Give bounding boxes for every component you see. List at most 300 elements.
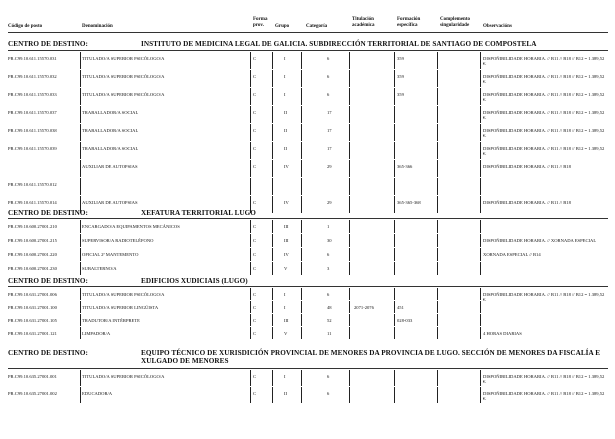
position-denomination: TITULADO/A SUPERIOR PSICÓLOGO/A [82,74,165,79]
section-label: CENTRO DE DESTINO: [8,209,88,217]
column-divider [272,288,273,300]
table-row [0,178,615,196]
column-divider [480,178,481,195]
position-observations: XORNADA ESPECIAL // B14 [483,252,541,257]
section-name: INSTITUTO DE MEDICINA LEGAL DE GALICIA. SUBDIRECCIÓN TERRITORIAL DE SANTIAGO DE COMPOSTELA [141,40,537,48]
position-denomination: TRABALLADOR/A SOCIAL [82,146,139,151]
column-divider [349,262,350,275]
position-group: II [284,391,288,396]
column-divider [80,88,81,105]
column-divider [250,248,251,261]
column-divider [349,124,350,141]
position-forma-prov: C [253,128,257,133]
position-category: 29 [327,164,332,169]
position-denomination: TITULADO/A SUPERIOR PSICÓLOGO/A [82,56,165,61]
position-code: PR.C99.10.611.15570.014 [8,200,57,205]
table-row [0,70,615,88]
table-row [0,288,615,301]
column-divider [437,327,438,339]
position-group: I [284,292,286,297]
column-divider [437,370,438,386]
section-divider [8,286,608,287]
position-code: PR.C99.10.611.15570.012 [8,182,57,187]
column-divider [301,160,302,177]
column-divider [80,70,81,87]
position-group: IV [284,200,289,205]
section-name: XEFATURA TERRITORIAL LUGO [141,209,256,217]
column-divider [80,220,81,233]
position-forma-prov: C [253,56,257,61]
position-category: 6 [327,374,330,379]
position-denomination: TITULADO/A SUPERIOR LINGÜISTA [82,305,159,310]
column-divider [301,142,302,159]
column-divider [349,301,350,313]
column-divider [272,370,273,386]
header-divider [8,32,608,33]
column-divider [480,301,481,313]
column-divider [349,370,350,386]
position-observations: DISPOÑIBILIDADE HORARIA. // B11 // B18 [483,200,571,205]
position-forma-prov: C [253,374,257,379]
column-divider [394,387,395,403]
position-category: 48 [327,305,332,310]
column-divider [301,178,302,195]
column-divider [349,327,350,339]
position-formacion: 359 [397,56,404,61]
column-divider [272,88,273,105]
section-label: CENTRO DE DESTINO: [8,40,88,48]
position-observations: DISPOÑIBILIDADE HORARIA. // B11 // B18 [483,164,571,169]
position-category: 17 [327,146,332,151]
position-group: IV [284,164,289,169]
column-divider [394,288,395,300]
table-row [0,234,615,248]
position-forma-prov: C [253,252,257,257]
position-observations: DISPOÑIBILIDADE HORARIA. // B11 // B18 // B12 = 1.389,52 €. [483,391,605,402]
header-denominacion: Denominación [82,24,113,29]
column-divider [272,327,273,339]
position-category: 52 [327,318,332,323]
header-observaciones: Observacións [483,24,512,29]
column-divider [349,288,350,300]
position-group: II [284,110,288,115]
header-formacion-line2: específica [397,22,418,28]
column-divider [437,88,438,105]
position-category: 6 [327,92,330,97]
position-group: I [284,74,286,79]
table-row [0,327,615,340]
position-forma-prov: C [253,200,257,205]
position-code: PR.C99.10.611.15570.037 [8,110,57,115]
position-category: 6 [327,292,330,297]
column-divider [349,160,350,177]
position-observations: 4 HORAS DIARIAS [483,331,522,336]
column-divider [349,314,350,326]
position-code: PR.C99.10.611.15570.031 [8,56,57,61]
position-denomination: TRABALLADOR/A SOCIAL [82,128,139,133]
position-category: 6 [327,56,330,61]
header-complemento [440,17,470,28]
column-divider [394,106,395,123]
position-group: III [284,238,289,243]
position-forma-prov: C [253,164,257,169]
section-label: CENTRO DE DESTINO: [8,277,88,285]
column-divider [272,301,273,313]
position-code: PR.C99.10.635.27001.002 [8,391,57,396]
position-observations: DISPOÑIBILIDADE HORARIA. // B11 // B18 // B12 = 1.389,52 €. [483,292,605,303]
position-denomination: TRABALLADOR/A SOCIAL [82,110,139,115]
column-divider [437,178,438,195]
column-divider [250,234,251,247]
position-category: 6 [327,391,330,396]
column-divider [80,301,81,313]
column-divider [480,220,481,233]
section-name: EQUIPO TÉCNICO DE XURISDICIÓN PROVINCIAL DE MENORES DA PROVINCIA DE LUGO. SECCIÓN DE MENORES DA FISCALÍA E XULGADO DE MENORES [141,349,601,365]
header-formacion [397,17,420,28]
position-category: 3 [327,266,330,271]
column-divider [394,234,395,247]
header-formacion-line1: Formación [397,17,421,22]
column-divider [394,327,395,339]
column-divider [250,327,251,339]
position-observations: DISPOÑIBILIDADE HORARIA. // B11 // B18 // B12 = 1.389,52 €. [483,110,605,121]
column-divider [272,52,273,69]
column-divider [394,262,395,275]
position-group: V [284,266,288,271]
section-divider [8,218,608,219]
column-divider [301,262,302,275]
position-forma-prov: C [253,92,257,97]
column-divider [394,220,395,233]
position-code: PR.C99.10.600.27001.215 [8,238,57,243]
column-divider [349,220,350,233]
table-row [0,314,615,327]
position-group: II [284,146,288,151]
column-divider [349,387,350,403]
position-denomination: SUPERVISOR/A RADIOTELÉFONO [82,238,154,243]
column-divider [250,178,251,195]
position-group: III [284,224,289,229]
column-divider [250,370,251,386]
position-denomination: TITULADO/A SUPERIOR PSICÓLOGO/A [82,292,165,297]
column-divider [250,88,251,105]
position-code: PR.C99.10.600.27001.220 [8,252,57,257]
table-row [0,124,615,142]
column-divider [272,262,273,275]
position-observations: DISPOÑIBILIDADE HORARIA. // B11 // B18 // B12 = 1.389,52 €. [483,56,605,67]
table-row [0,160,615,178]
column-divider [80,142,81,159]
position-category: 6 [327,74,330,79]
position-code: PR.C99.10.611.15570.038 [8,128,57,133]
column-divider [80,387,81,403]
column-divider [394,52,395,69]
column-divider [80,106,81,123]
column-divider [301,288,302,300]
position-category: 29 [327,200,332,205]
position-group: II [284,128,288,133]
column-divider [394,142,395,159]
table-row [0,301,615,314]
column-divider [301,52,302,69]
column-divider [301,234,302,247]
position-forma-prov: C [253,331,257,336]
column-divider [437,301,438,313]
position-denomination: AUXILIAR DE AUTOPSIAS [82,164,138,169]
position-code: PR.C99.10.611.15570.033 [8,92,57,97]
column-divider [272,234,273,247]
header-categoria: Categoría [306,24,328,29]
column-divider [480,70,481,87]
position-group: V [284,331,288,336]
table-row [0,220,615,234]
header-codigo: Código de posto [8,24,43,29]
position-observations: DISPOÑIBILIDADE HORARIA. // B11 // B18 // B12 = 1.389,52 €. [483,128,605,139]
column-divider [437,234,438,247]
column-divider [437,124,438,141]
column-divider [272,160,273,177]
column-divider [301,387,302,403]
column-divider [480,160,481,177]
table-row [0,52,615,70]
column-divider [301,301,302,313]
column-divider [480,52,481,69]
column-divider [272,70,273,87]
column-divider [80,262,81,275]
column-divider [349,234,350,247]
position-forma-prov: C [253,266,257,271]
position-group: IV [284,252,289,257]
table-row [0,106,615,124]
header-complemento-line2: singularidade [440,22,470,28]
column-divider [272,220,273,233]
section-name: EDIFICIOS XUDICIAIS (LUGO) [141,277,248,285]
column-divider [80,234,81,247]
column-divider [80,314,81,326]
column-divider [480,370,481,386]
column-divider [437,262,438,275]
position-code: PR.C99.10.600.27001.230 [8,266,57,271]
position-category: 11 [327,331,332,336]
column-divider [480,234,481,247]
column-divider [437,314,438,326]
column-divider [480,288,481,300]
column-divider [437,70,438,87]
position-forma-prov: C [253,146,257,151]
column-divider [394,160,395,177]
position-forma-prov: C [253,391,257,396]
column-divider [250,70,251,87]
position-observations: DISPOÑIBILIDADE HORARIA. // B11 // B18 // B12 = 1.389,52 €. [483,74,605,85]
column-divider [272,387,273,403]
position-denomination: AUXILIAR DE AUTOPSIAS [82,200,138,205]
column-divider [480,142,481,159]
position-formacion: 359 [397,74,404,79]
position-observations: DISPOÑIBILIDADE HORARIA. // B11 // B18 // B12 = 1.389,52 €. [483,146,605,157]
header-complemento-line1: Complemento [440,17,470,22]
column-divider [480,387,481,403]
section-divider [8,368,608,369]
column-divider [437,52,438,69]
position-code: PR.C99.10.631.27001.105 [8,318,57,323]
column-divider [394,124,395,141]
section-label: CENTRO DE DESTINO: [8,349,88,357]
column-divider [301,370,302,386]
position-forma-prov: C [253,110,257,115]
position-group: I [284,305,286,310]
column-divider [80,327,81,339]
header-grupo: Grupo [275,24,290,29]
column-divider [80,370,81,386]
column-divider [272,314,273,326]
column-divider [437,387,438,403]
column-divider [272,178,273,195]
column-divider [250,220,251,233]
column-divider [349,178,350,195]
position-denomination: TITULADO/A SUPERIOR PSICÓLOGO/A [82,92,165,97]
header-forma-line1: Forma [253,17,268,22]
column-divider [437,106,438,123]
column-divider [250,387,251,403]
section-divider [8,50,608,51]
position-formacion: 365-365-368 [397,200,421,205]
table-row [0,387,615,404]
column-divider [301,106,302,123]
column-divider [80,160,81,177]
position-category: 17 [327,128,332,133]
header-forma-prov [253,17,267,28]
column-divider [272,248,273,261]
position-category: 6 [327,252,330,257]
column-divider [80,178,81,195]
column-divider [394,301,395,313]
position-group: I [284,374,286,379]
position-observations: DISPOÑIBILIDADE HORARIA. // XORNADA ESPECIAL [483,238,597,243]
position-denomination: ENCARGADO/A EQUIPAMENTOS MECÁNICOS [82,224,180,229]
column-divider [480,88,481,105]
column-divider [480,314,481,326]
column-divider [394,314,395,326]
position-forma-prov: C [253,74,257,79]
column-divider [250,288,251,300]
column-divider [250,314,251,326]
column-divider [394,370,395,386]
header-titulacion [352,17,375,28]
position-formacion: 359 [397,92,404,97]
column-divider [272,106,273,123]
column-divider [301,327,302,339]
position-forma-prov: C [253,305,257,310]
column-divider [437,288,438,300]
position-observations: DISPOÑIBILIDADE HORARIA. // B11 // B18 // B12 = 1.389,52 €. [483,374,605,385]
column-divider [250,160,251,177]
column-divider [480,327,481,339]
position-formacion: 028-033 [397,318,413,323]
header-forma-line2: prov. [253,22,264,28]
column-divider [394,248,395,261]
position-code: PR.C99.10.631.27001.121 [8,331,57,336]
position-forma-prov: C [253,238,257,243]
column-divider [272,124,273,141]
table-row [0,142,615,160]
column-divider [80,52,81,69]
position-denomination: OFICIAL 2ª MANTEMENTO [82,252,139,257]
position-formacion: 365-366 [397,164,413,169]
column-divider [301,314,302,326]
column-divider [80,288,81,300]
column-divider [272,142,273,159]
column-divider [301,70,302,87]
column-divider [250,301,251,313]
column-divider [80,124,81,141]
position-forma-prov: C [253,318,257,323]
column-divider [349,88,350,105]
position-code: PR.C99.10.600.27001.210 [8,224,57,229]
column-divider [437,160,438,177]
column-divider [250,262,251,275]
position-category: 17 [327,110,332,115]
column-divider [301,124,302,141]
column-divider [437,220,438,233]
column-divider [250,52,251,69]
column-divider [250,124,251,141]
table-row [0,248,615,262]
table-row [0,262,615,276]
column-divider [301,88,302,105]
column-divider [349,52,350,69]
position-denomination: LIMPADOR/A [82,331,111,336]
column-divider [250,142,251,159]
position-code: PR.C99.10.611.15570.039 [8,146,57,151]
column-divider [480,248,481,261]
position-denomination: EDUCADOR/A [82,391,113,396]
column-divider [349,70,350,87]
column-divider [394,70,395,87]
column-divider [349,142,350,159]
table-row [0,88,615,106]
position-denomination: TITULADO/A SUPERIOR PSICÓLOGO/A [82,374,165,379]
column-divider [349,248,350,261]
column-divider [480,262,481,275]
column-divider [301,220,302,233]
position-category: 1 [327,224,330,229]
column-divider [437,248,438,261]
position-group: I [284,56,286,61]
column-divider [394,178,395,195]
header-titulacion-line2: académica [352,22,375,28]
position-denomination: TRADUTOR/A INTÉRPRETE [82,318,140,323]
position-group: III [284,318,289,323]
column-divider [250,106,251,123]
position-forma-prov: C [253,292,257,297]
position-forma-prov: C [253,224,257,229]
position-code: PR.C99.10.631.27001.100 [8,305,57,310]
position-observations: DISPOÑIBILIDADE HORARIA. // B11 // B18 // B12 = 1.389,52 €. [483,92,605,103]
table-row [0,370,615,387]
column-divider [394,88,395,105]
column-divider [437,142,438,159]
position-code: PR.C99.10.611.15570.032 [8,74,57,79]
column-divider [480,106,481,123]
header-titulacion-line1: Titulación [352,17,374,22]
position-category: 30 [327,238,332,243]
position-denomination: SUBALTERNO/A [82,266,117,271]
position-group: I [284,92,286,97]
column-divider [480,124,481,141]
column-divider [80,248,81,261]
column-divider [301,248,302,261]
position-code: PR.C99.10.631.27001.006 [8,292,57,297]
